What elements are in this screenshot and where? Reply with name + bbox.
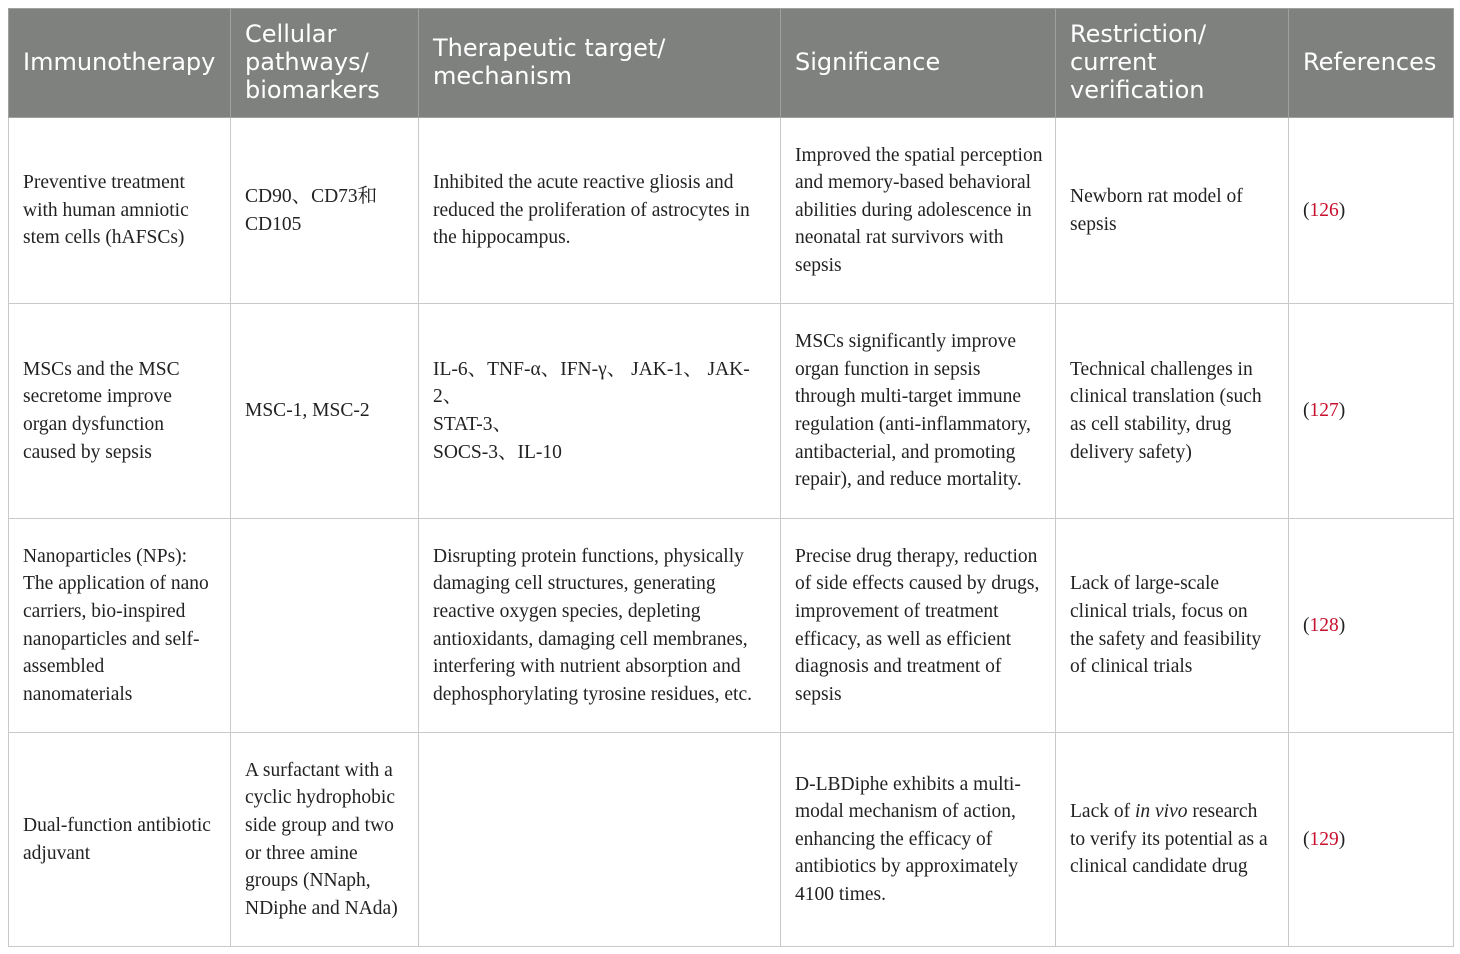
header-significance: Significance (781, 9, 1056, 118)
table-row (9, 519, 1454, 733)
header-pathways: Cellular pathways/ biomarkers (231, 9, 419, 118)
header-references: References (1289, 9, 1454, 118)
cell-significance: Improved the spatial perception and memory-based behavioral abilities during adolescence in neonatal rat survivors with sepsis (781, 118, 1056, 304)
cell-pathways: MSC-1, MSC-2 (231, 304, 419, 519)
cell-reference: (129) (1289, 733, 1454, 947)
restriction-italic: in vivo (1134, 801, 1188, 823)
restriction-text: Lack of (1070, 801, 1135, 823)
restriction-text: Lack of large-scale clinical trials, focus on the safety and feasibility of clinical trials (1070, 573, 1262, 678)
restriction-text: Newborn rat model of sepsis (1070, 185, 1243, 235)
cell-reference: (126) (1289, 118, 1454, 304)
target-line: Disrupting protein functions, physically damaging cell structures, generating reactive oxygen species, depleting antioxidants, damaging cell membranes, interfering with nutrient absorption and dephosphorylating tyrosine residues, etc. (433, 545, 752, 705)
cell-immunotherapy: Dual-function antibiotic adjuvant (9, 733, 231, 947)
cell-significance: D-LBDiphe exhibits a multi-modal mechanism of action, enhancing the efficacy of antibiotics by approximately 4100 times. (781, 733, 1056, 947)
cell-target (419, 118, 781, 304)
reference-link[interactable]: 129 (1309, 828, 1339, 850)
data-table (8, 8, 1454, 947)
header-target: Therapeutic target/ mechanism (419, 9, 781, 118)
cell-pathways: CD90、CD73和CD105 (231, 118, 419, 304)
target-line: Inhibited the acute reactive gliosis and reduced the proliferation of astrocytes in the hippocampus. (433, 172, 750, 249)
cell-immunotherapy: Preventive treatment with human amniotic stem cells (hAFSCs) (9, 118, 231, 304)
cell-reference: (128) (1289, 519, 1454, 733)
cell-reference: (127) (1289, 304, 1454, 519)
restriction-text: Technical challenges in clinical translation (such as cell stability, drug delivery safety) (1070, 358, 1262, 463)
reference-link[interactable]: 127 (1309, 400, 1339, 422)
cell-target (419, 519, 781, 733)
reference-link[interactable]: 128 (1309, 614, 1339, 636)
cell-pathways: A surfactant with a cyclic hydrophobic side group and two or three amine groups (NNaph, NDiphe and NAda) (231, 733, 419, 947)
table-row (9, 304, 1454, 519)
target-line: SOCS-3、IL-10 (433, 441, 562, 463)
reference-link[interactable]: 126 (1309, 199, 1339, 221)
table-row (9, 733, 1454, 947)
restriction-text-end: research to verify its potential as a clinical candidate drug (1070, 801, 1268, 878)
cell-restriction (1056, 519, 1289, 733)
target-line: IL-6、TNF-α、IFN-γ、 JAK-1、 JAK-2、 (433, 358, 750, 408)
cell-restriction (1056, 304, 1289, 519)
target-line: STAT-3、 (433, 414, 512, 435)
table-row (9, 118, 1454, 304)
cell-target (419, 304, 781, 519)
cell-significance: MSCs significantly improve organ function in sepsis through multi-target immune regulation (anti-inflammatory, antibacterial, and promoting repair), and reduce mortality. (781, 304, 1056, 519)
cell-restriction (1056, 733, 1289, 947)
cell-pathways (231, 519, 419, 733)
cell-immunotherapy: Nanoparticles (NPs): The application of nano carriers, bio-inspired nanoparticles and self-assembled nanomaterials (9, 519, 231, 733)
cell-immunotherapy: MSCs and the MSC secretome improve organ dysfunction caused by sepsis (9, 304, 231, 519)
header-immunotherapy: Immunotherapy (9, 9, 231, 118)
header-restriction: Restriction/ current verification (1056, 9, 1289, 118)
header-row (9, 9, 1454, 118)
cell-significance: Precise drug therapy, reduction of side effects caused by drugs, improvement of treatment efficacy, as well as efficient diagnosis and treatment of sepsis (781, 519, 1056, 733)
cell-target (419, 733, 781, 947)
cell-restriction (1056, 118, 1289, 304)
